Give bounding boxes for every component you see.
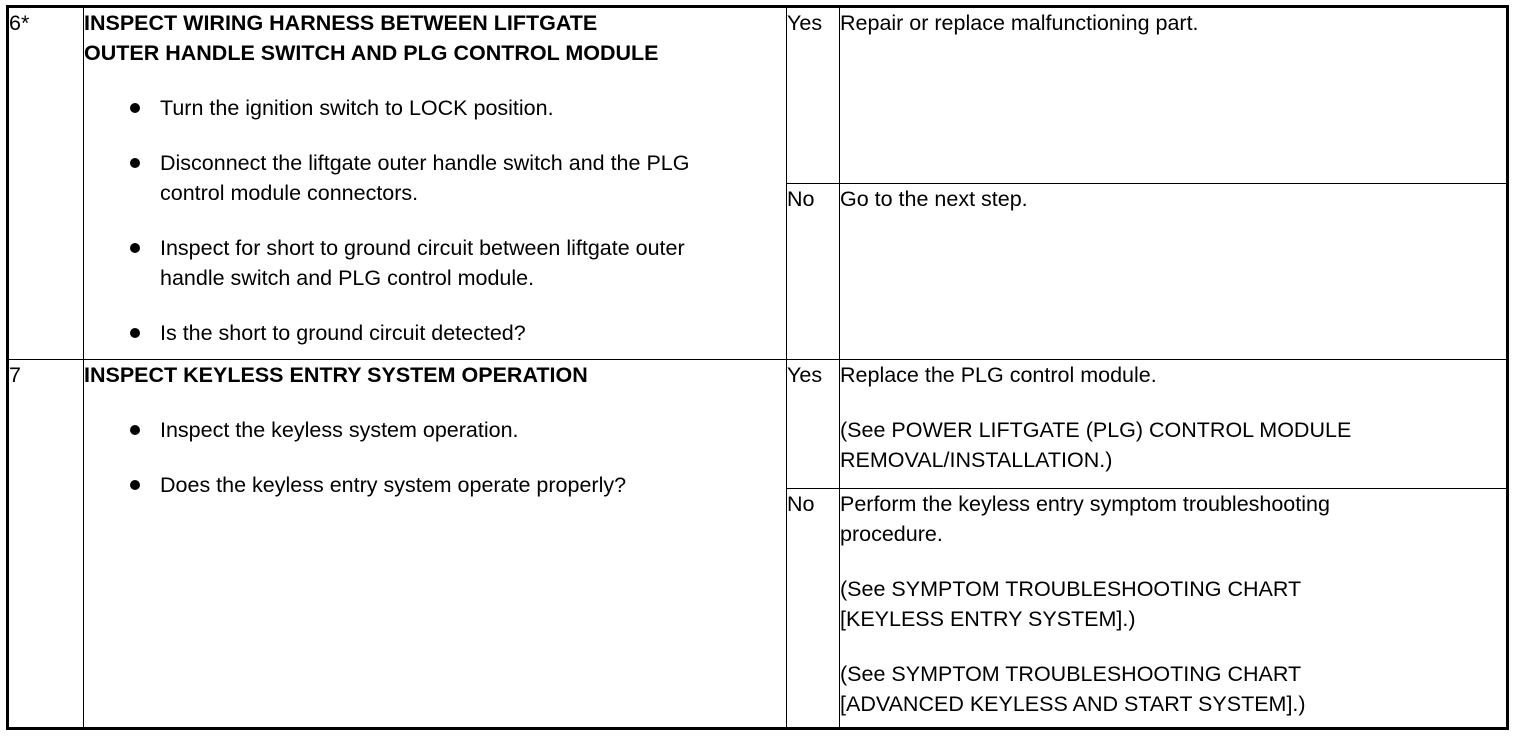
action-text: Repair or replace malfunctioning part. <box>840 11 1199 35</box>
no-label: No <box>787 184 840 360</box>
step-heading-line: INSPECT KEYLESS ENTRY SYSTEM OPERATION <box>84 363 588 387</box>
inspection-cell <box>84 360 787 729</box>
action-text: Perform the keyless entry symptom troubleshooting procedure. <box>840 492 1330 546</box>
step-number: 7 <box>8 360 84 729</box>
yes-label: Yes <box>787 360 840 489</box>
step-heading <box>84 360 786 390</box>
action-reference: (See SYMPTOM TROUBLESHOOTING CHART [ADVANCED KEYLESS AND START SYSTEM].) <box>840 662 1306 716</box>
action-reference: (See POWER LIFTGATE (PLG) CONTROL MODULE REMOVAL/INSTALLATION.) <box>840 418 1352 472</box>
inspection-step: Is the short to ground circuit detected? <box>84 318 786 348</box>
action-text: Go to the next step. <box>840 187 1028 211</box>
inspection-step: Turn the ignition switch to LOCK position. <box>84 93 786 123</box>
no-action-cell <box>840 489 1508 729</box>
inspection-step: Disconnect the liftgate outer handle switch and the PLG control module connectors. <box>84 148 740 208</box>
inspection-step: Inspect the keyless system operation. <box>84 415 786 445</box>
yes-action-cell <box>840 360 1508 489</box>
inspection-step: Does the keyless entry system operate properly? <box>84 470 786 500</box>
inspection-steps <box>84 93 786 348</box>
inspection-steps <box>84 415 786 500</box>
yes-action-cell <box>840 7 1508 184</box>
inspection-step: Inspect for short to ground circuit between liftgate outer handle switch and PLG control module. <box>84 233 740 293</box>
step-heading-line: INSPECT WIRING HARNESS BETWEEN LIFTGATE <box>84 11 598 35</box>
troubleshooting-table <box>6 5 1509 730</box>
step-6-yes-row <box>8 7 1508 184</box>
inspection-cell <box>84 7 787 360</box>
step-heading-line: OUTER HANDLE SWITCH AND PLG CONTROL MODULE <box>84 41 659 65</box>
action-reference: (See SYMPTOM TROUBLESHOOTING CHART [KEYLESS ENTRY SYSTEM].) <box>840 577 1301 631</box>
no-label: No <box>787 489 840 729</box>
yes-label: Yes <box>787 7 840 184</box>
step-heading <box>84 8 786 68</box>
no-action-cell <box>840 184 1508 360</box>
step-number: 6* <box>8 7 84 360</box>
step-7-yes-row <box>8 360 1508 489</box>
action-text: Replace the PLG control module. <box>840 363 1157 387</box>
